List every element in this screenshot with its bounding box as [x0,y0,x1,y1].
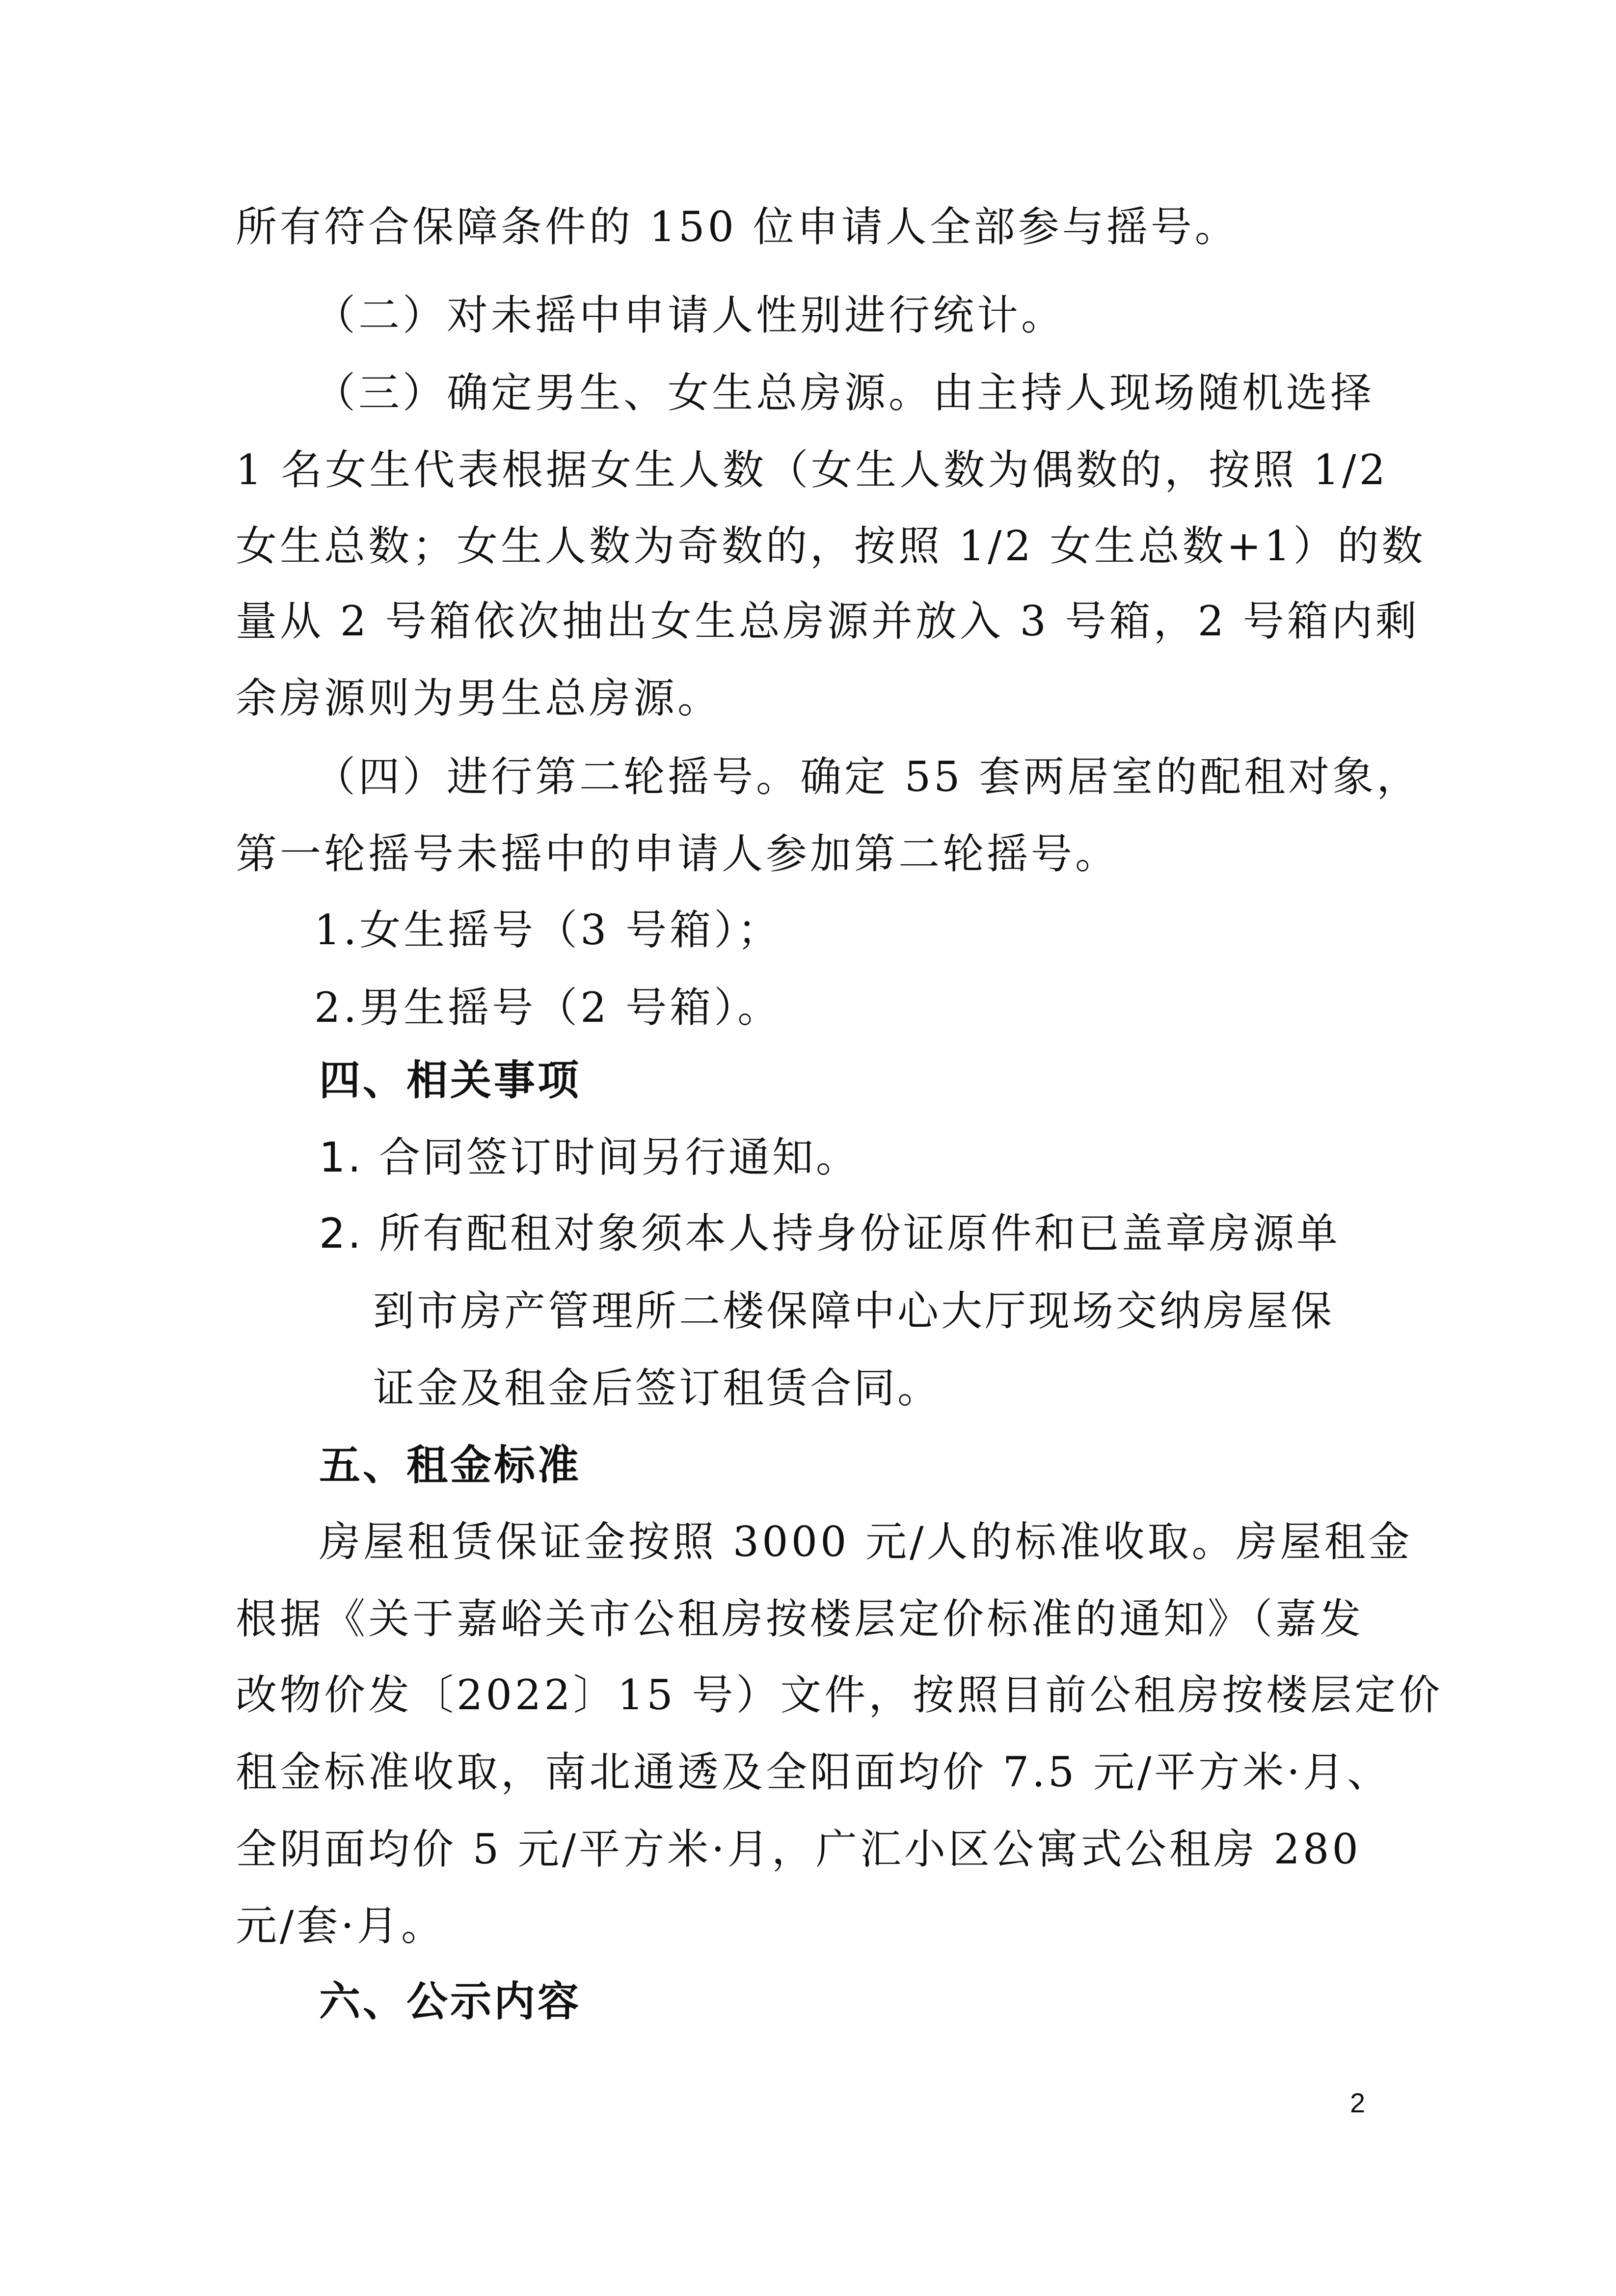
list-item-contract-time: 1. 合同签订时间另行通知。 [319,1133,860,1181]
body-line-gender-statistics: （二）对未摇中申请人性别进行统计。 [314,291,1066,339]
section-heading-public-notice-content: 六、公示内容 [319,1977,582,2025]
body-line-second-round: （四）进行第二轮摇号。确定 55 套两居室的配租对象， [314,753,1421,801]
body-line-male-housing: 余房源则为男生总房源。 [236,674,722,722]
body-line-deposit-standard: 房屋租赁保证金按照 3000 元/人的标准收取。房屋租金 [319,1518,1413,1566]
section-heading-rent-standard: 五、租金标准 [319,1441,582,1489]
body-line-female-lottery: 1.女生摇号（3 号箱）； [314,906,782,954]
list-item-contract-location: 到市房产管理所二楼保障中心大厅现场交纳房屋保 [373,1287,1335,1335]
body-line-female-representative: 1 名女生代表根据女生人数（女生人数为偶数的，按照 1/2 [236,446,1389,494]
body-line-confirm-housing-sources: （三）确定男生、女生总房源。由主持人现场随机选择 [314,369,1375,417]
list-item-contract-documents: 2. 所有配租对象须本人持身份证原件和已盖章房源单 [319,1209,1340,1257]
body-line-second-round-participants: 第一轮摇号未摇中的申请人参加第二轮摇号。 [236,830,1120,878]
body-line-document-number: 改物价发〔2022〕15 号）文件，按照目前公租房按楼层定价 [236,1671,1443,1719]
body-line-box-transfer: 量从 2 号箱依次抽出女生总房源并放入 3 号箱，2 号箱内剩 [236,597,1420,645]
body-line-female-count-rule: 女生总数；女生人数为奇数的，按照 1/2 女生总数+1）的数 [236,522,1426,570]
section-heading-related-matters: 四、相关事项 [319,1056,582,1104]
body-line-pricing-notice: 根据《关于嘉峪关市公租房按楼层定价标准的通知》（嘉发 [236,1595,1364,1643]
body-line-male-lottery: 2.男生摇号（2 号箱）。 [314,984,782,1032]
page-number: 2 [1350,2087,1366,2118]
body-line-rent-price-apartment: 元/套·月。 [236,1902,446,1950]
body-line-rent-price-shaded: 全阴面均价 5 元/平方米·月，广汇小区公寓式公租房 280 [236,1825,1361,1873]
body-line-lottery-all-applicants: 所有符合保障条件的 150 位申请人全部参与摇号。 [236,203,1239,251]
body-line-rent-price-sunny: 租金标准收取，南北通透及全阳面均价 7.5 元/平方米·月、 [236,1748,1391,1796]
list-item-contract-payment: 证金及租金后签订租赁合同。 [373,1364,942,1412]
